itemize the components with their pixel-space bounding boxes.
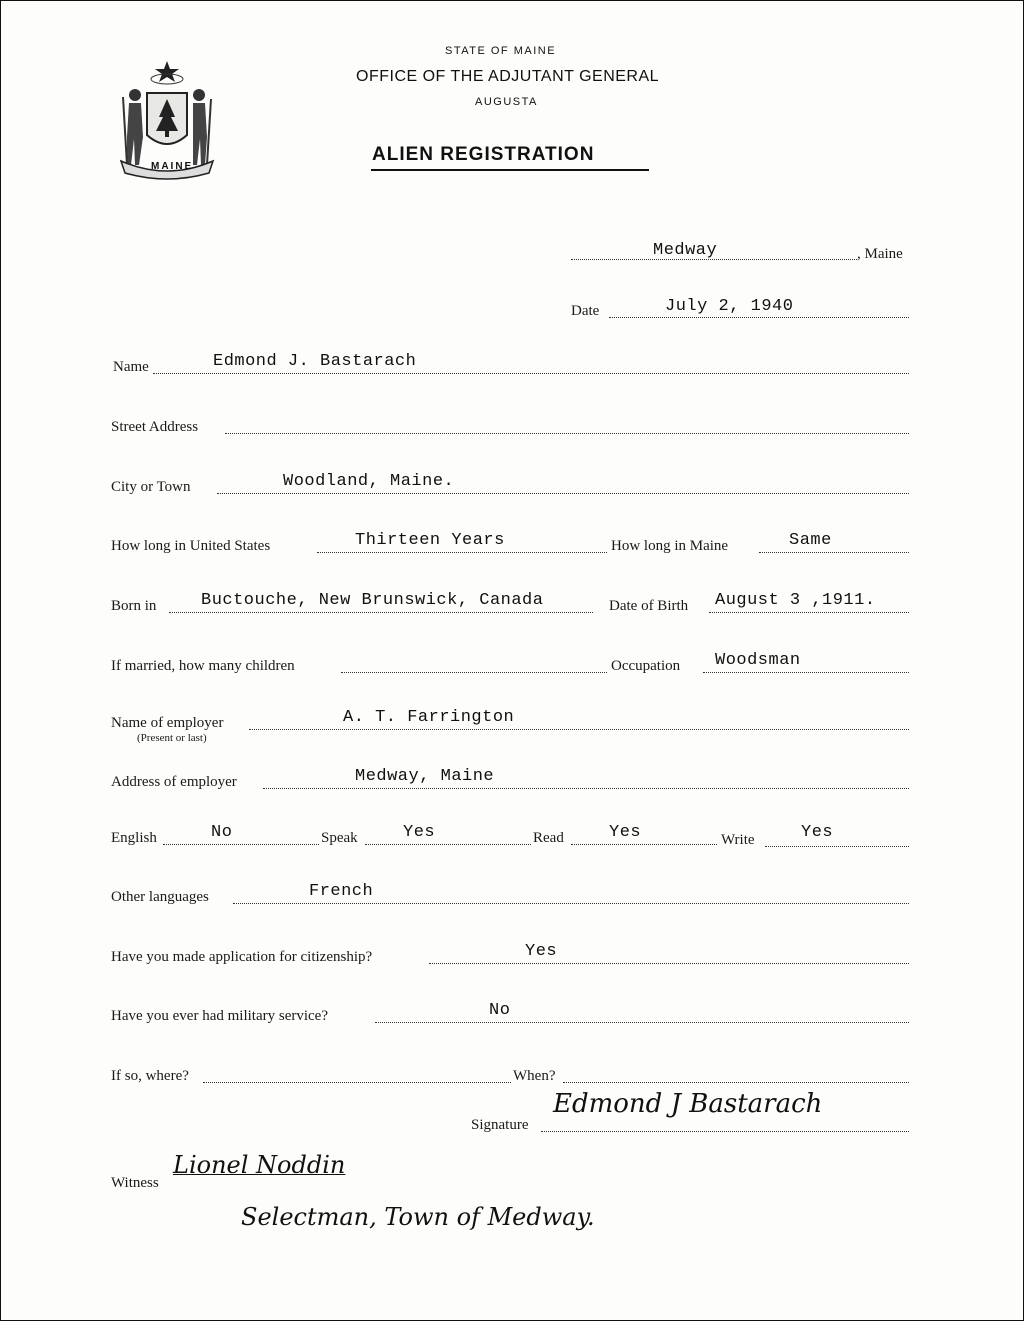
seal-banner-text: MAINE <box>151 161 194 172</box>
date-label: Date <box>571 303 600 319</box>
witness-label: Witness <box>111 1175 159 1191</box>
military-label: Have you ever had military service? <box>111 1008 328 1024</box>
title-underline <box>371 169 649 171</box>
how-long-maine-line <box>759 552 909 553</box>
name-label: Name <box>113 359 149 375</box>
employer-name-line <box>249 729 909 730</box>
header-state: STATE OF MAINE <box>445 45 557 57</box>
citizenship-label: Have you made application for citizenship? <box>111 949 373 965</box>
witness-signature: Lionel Noddin <box>173 1151 346 1179</box>
city-line <box>217 493 909 494</box>
children-line <box>341 672 607 673</box>
form-title: ALIEN REGISTRATION <box>372 144 595 165</box>
born-in-value: Buctouche, New Brunswick, Canada <box>201 591 544 610</box>
how-long-us-line <box>317 552 607 553</box>
date-value: July 2, 1940 <box>665 297 794 316</box>
occupation-line <box>703 672 909 673</box>
english-line <box>163 844 319 845</box>
other-languages-label: Other languages <box>111 889 209 905</box>
state-label: , Maine <box>857 246 903 262</box>
date-line <box>609 317 909 318</box>
citizenship-value: Yes <box>525 942 558 961</box>
street-address-label: Street Address <box>111 419 199 435</box>
where-line <box>203 1082 511 1083</box>
write-value: Yes <box>801 823 834 842</box>
born-in-line <box>169 612 593 613</box>
employer-name-label: Name of employer <box>111 715 224 731</box>
date-of-birth-value: August 3 ,1911. <box>715 591 876 610</box>
signature-line <box>541 1131 909 1132</box>
signature: Edmond J Bastarach <box>553 1089 823 1119</box>
children-label: If married, how many children <box>111 658 295 674</box>
military-value: No <box>489 1001 511 1020</box>
write-line <box>765 846 909 847</box>
occupation-value: Woodsman <box>715 651 801 670</box>
date-of-birth-line <box>709 612 909 613</box>
when-label: When? <box>513 1068 556 1084</box>
name-line <box>153 373 909 374</box>
city-value: Woodland, Maine. <box>283 472 455 491</box>
speak-value: Yes <box>403 823 436 842</box>
employer-address-label: Address of employer <box>111 774 237 790</box>
state-seal <box>113 57 221 181</box>
signature-label: Signature <box>471 1117 529 1133</box>
where-label: If so, where? <box>111 1068 189 1084</box>
read-label: Read <box>533 830 564 846</box>
street-address-line <box>225 433 909 434</box>
how-long-maine-label: How long in Maine <box>611 538 729 554</box>
town-value: Medway <box>653 241 718 260</box>
name-value: Edmond J. Bastarach <box>213 352 417 371</box>
english-value: No <box>211 823 233 842</box>
other-languages-line <box>233 903 909 904</box>
how-long-us-value: Thirteen Years <box>355 531 505 550</box>
read-value: Yes <box>609 823 642 842</box>
citizenship-line <box>429 963 909 964</box>
header-city: AUGUSTA <box>475 96 538 108</box>
when-line <box>563 1082 909 1083</box>
employer-address-value: Medway, Maine <box>355 767 495 786</box>
witness-title: Selectman, Town of Medway. <box>241 1203 595 1231</box>
header-office: OFFICE OF THE ADJUTANT GENERAL <box>356 68 660 85</box>
born-in-label: Born in <box>111 598 157 614</box>
employer-address-line <box>263 788 909 789</box>
write-label: Write <box>721 832 755 848</box>
speak-line <box>365 844 531 845</box>
read-line <box>571 844 717 845</box>
how-long-maine-value: Same <box>789 531 832 550</box>
speak-label: Speak <box>321 830 358 846</box>
military-line <box>375 1022 909 1023</box>
city-label: City or Town <box>111 479 191 495</box>
date-of-birth-label: Date of Birth <box>609 598 689 614</box>
occupation-label: Occupation <box>611 658 681 674</box>
how-long-us-label: How long in United States <box>111 538 271 554</box>
employer-name-value: A. T. Farrington <box>343 708 515 727</box>
other-languages-value: French <box>309 882 374 901</box>
employer-name-sublabel: (Present or last) <box>137 732 207 744</box>
english-label: English <box>111 830 157 846</box>
